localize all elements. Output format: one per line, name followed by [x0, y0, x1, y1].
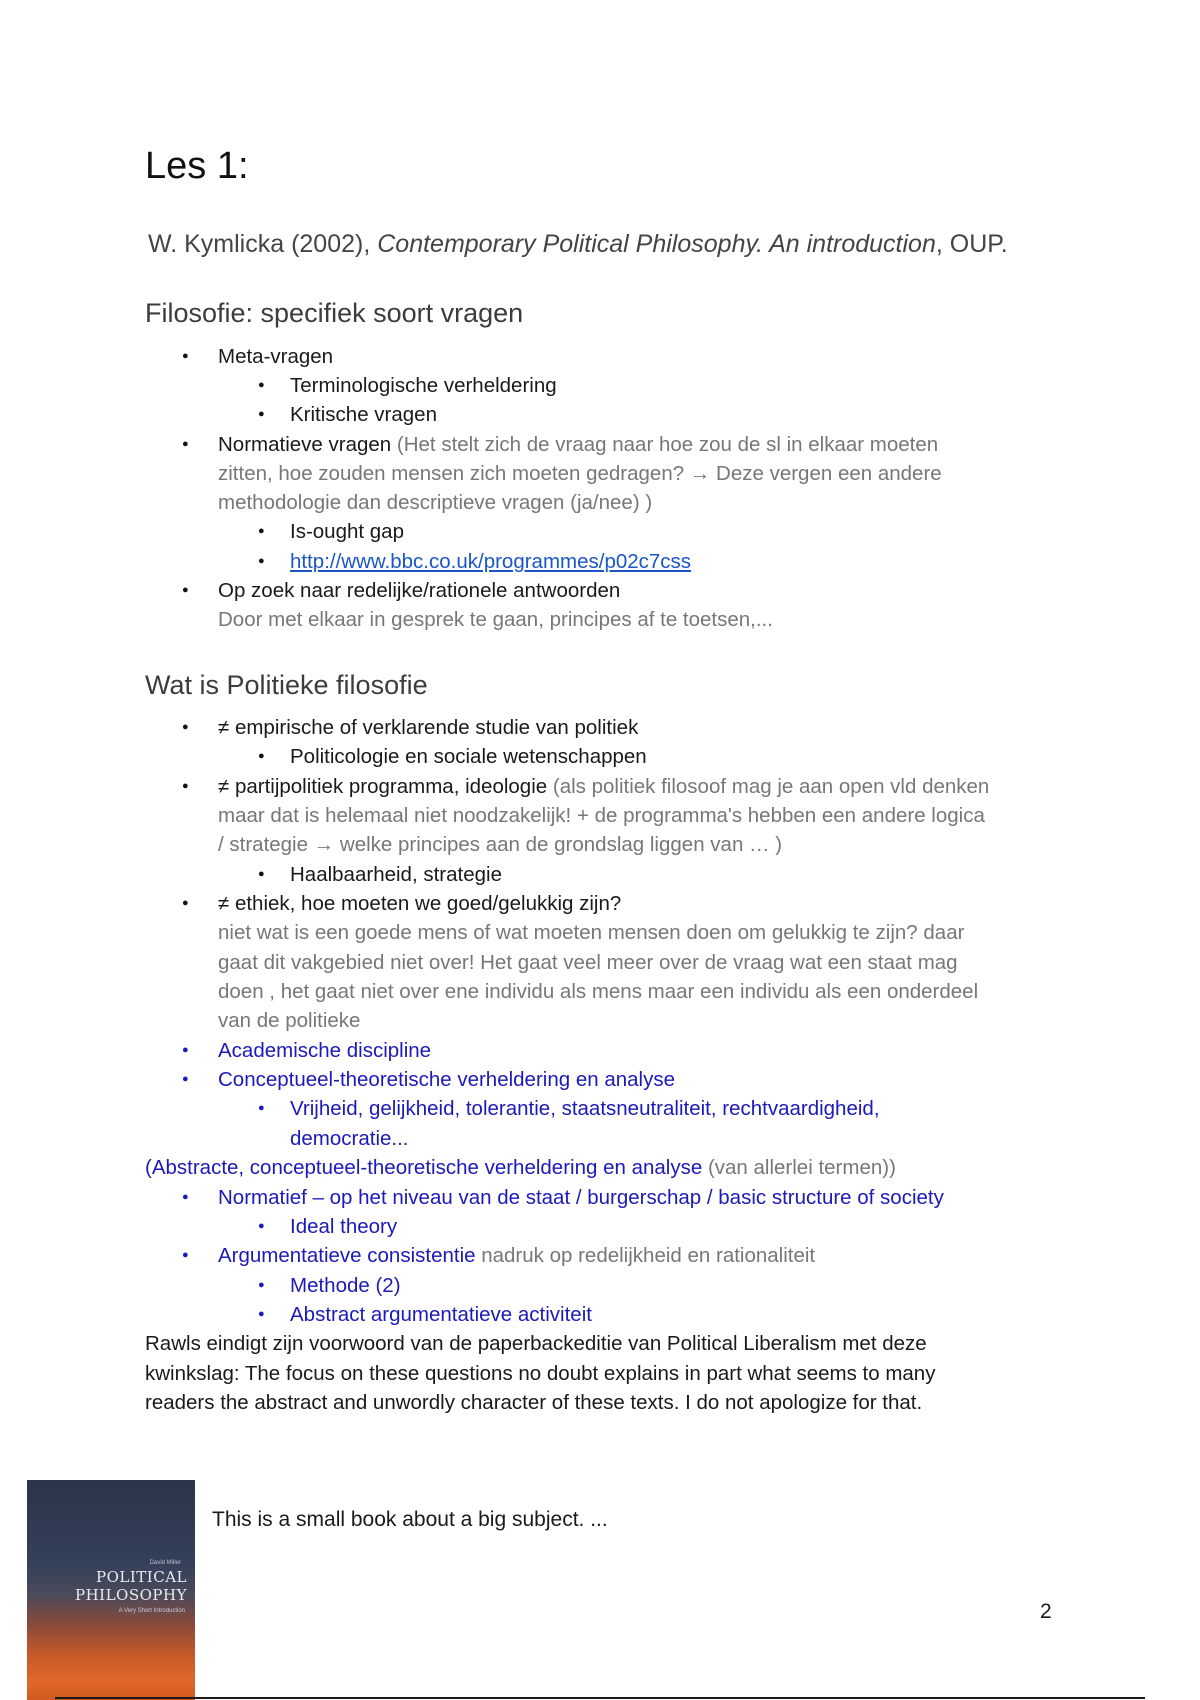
list-item: ● ≠ ethiek, hoe moeten we goed/gelukkig zijn?	[218, 889, 621, 918]
list-item	[218, 430, 938, 459]
list-item: ● Terminologische verheldering	[290, 371, 557, 400]
list-item-note: (als politiek filosoof mag je aan open vld denken	[547, 775, 990, 798]
list-item: ● Politicologie en sociale wetenschappen	[290, 742, 647, 771]
rawls-paragraph-line: Rawls eindigt zijn voorwoord van de paperbackeditie van Political Liberalism met deze	[145, 1332, 927, 1355]
list-item	[218, 772, 989, 801]
rawls-paragraph-line: kwinkslag: The focus on these questions no doubt explains in part what seems to many	[145, 1362, 936, 1385]
list-item: ● Kritische vragen	[290, 400, 437, 429]
list-item-note: zitten, hoe zouden mensen zich moeten gedragen? → Deze vergen een andere	[218, 462, 942, 485]
book-author: David Miller	[149, 1560, 181, 1566]
list-item: ● Ideal theory	[290, 1212, 397, 1241]
list-item-label: Normatieve vragen	[218, 433, 392, 456]
list-item: ● Vrijheid, gelijkheid, tolerantie, staatsneutraliteit, rechtvaardigheid,	[290, 1094, 880, 1123]
list-item: ● Op zoek naar redelijke/rationele antwoorden	[218, 576, 620, 605]
list-item: ● Abstract argumentatieve activiteit	[290, 1300, 592, 1329]
reference-publisher: , OUP.	[935, 230, 1008, 258]
list-item-continuation: democratie...	[290, 1127, 409, 1150]
book-subtitle: A Very Short Introduction	[118, 1608, 185, 1614]
list-item-note: gaat dit vakgebied niet over! Het gaat veel meer over de vraag wat een staat mag	[218, 951, 958, 974]
list-item: ● Normatief – op het niveau van de staat / burgerschap / basic structure of society	[218, 1183, 944, 1212]
book-cover-image	[27, 1480, 195, 1700]
abstract-note-aside: (van allerlei termen))	[702, 1156, 896, 1179]
list-item: ● Haalbaarheid, strategie	[290, 860, 502, 889]
abstract-note-main: (Abstracte, conceptueel-theoretische verheldering en analyse	[145, 1156, 703, 1179]
page-number: 2	[1040, 1600, 1052, 1623]
list-item: ● Conceptueel-theoretische verheldering en analyse	[218, 1065, 675, 1094]
abstract-note	[145, 1153, 896, 1182]
bbc-link[interactable]: http://www.bbc.co.uk/programmes/p02c7css	[290, 550, 692, 573]
book-caption: This is a small book about a big subject. ...	[212, 1508, 608, 1531]
page-divider	[55, 1697, 1145, 1699]
list-item-note: niet wat is een goede mens of wat moeten mensen doen om gelukkig te zijn? daar	[218, 921, 965, 944]
section-heading-filosofie: Filosofie: specifiek soort vragen	[145, 298, 524, 328]
list-item-note: nadruk op redelijkheid en rationaliteit	[475, 1244, 816, 1267]
list-item-note: van de politieke	[218, 1009, 361, 1032]
list-item-note: doen , het gaat niet over ene individu als mens maar een individu als een onderdeel	[218, 980, 979, 1003]
list-item: ● Methode (2)	[290, 1271, 401, 1300]
list-item: ● Is-ought gap	[290, 517, 404, 546]
list-item-note: Door met elkaar in gesprek te gaan, principes af te toetsen,...	[218, 608, 773, 631]
reference-citation	[148, 230, 1008, 259]
list-item	[218, 1241, 815, 1270]
list-item-label: ≠ partijpolitiek programma, ideologie	[218, 775, 548, 798]
list-item-note: maar dat is helemaal niet noodzakelijk! + de programma's hebben een andere logica	[218, 804, 985, 827]
reference-book-title: Contemporary Political Philosophy. An introduction	[377, 230, 936, 258]
list-item-note: methodologie dan descriptieve vragen (ja/nee) )	[218, 491, 653, 514]
page-title: Les 1:	[145, 145, 249, 187]
list-item-note: / strategie → welke principes aan de grondslag liggen van … )	[218, 833, 783, 856]
list-item: ● ≠ empirische of verklarende studie van politiek	[218, 713, 638, 742]
reference-author: W. Kymlicka (2002),	[148, 230, 378, 258]
list-item: ● Academische discipline	[218, 1036, 431, 1065]
list-item	[290, 547, 691, 576]
list-item-note: (Het stelt zich de vraag naar hoe zou de sl in elkaar moeten	[391, 433, 939, 456]
book-title: POLITICAL PHILOSOPHY	[74, 1568, 187, 1604]
rawls-paragraph-line: readers the abstract and unwordly character of these texts. I do not apologize for that.	[145, 1391, 923, 1414]
list-item-label: Argumentatieve consistentie	[218, 1244, 476, 1267]
list-item: ● Meta-vragen	[218, 342, 333, 371]
section-heading-politieke-filosofie: Wat is Politieke filosofie	[145, 670, 428, 700]
